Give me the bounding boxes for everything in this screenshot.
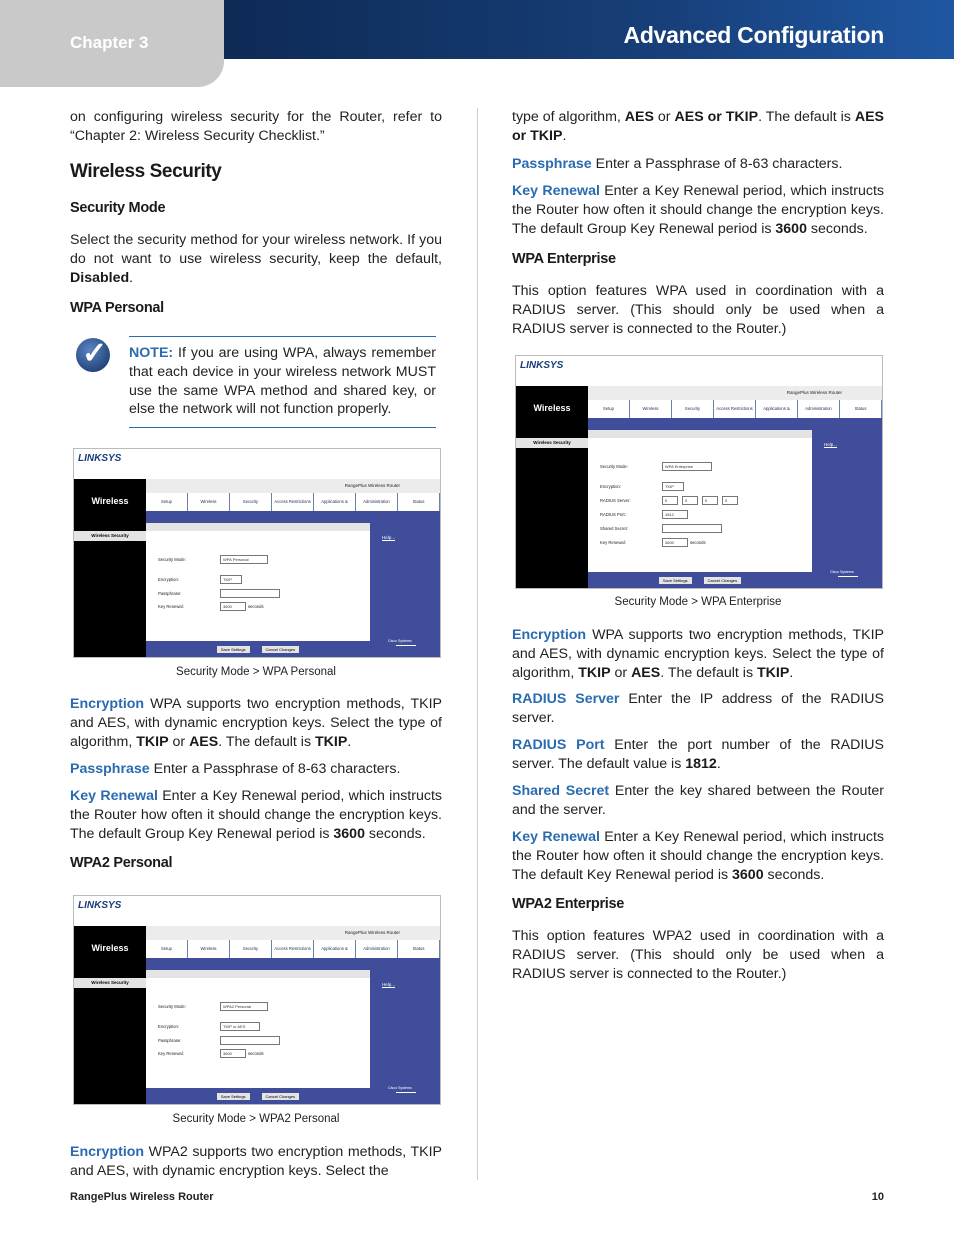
- key-renewal-paragraph-3: Key Renewal Enter a Key Renewal period, which instructs the Router how often it should change the encryption keys. The default Key Renewal period is 3600 seconds.: [512, 829, 884, 883]
- shot-tabs: Setup Wireless Security Access Restrictions Applications & Administration Status: [146, 493, 440, 511]
- linksys-logo: LINKSYS: [78, 900, 122, 911]
- key-renewal-paragraph-1: Key Renewal Enter a Key Renewal period, which instructs the Router how often it should change the encryption keys. The default Group Key Renewal period is 3600 seconds.: [70, 788, 442, 842]
- heading-security-mode: Security Mode: [70, 200, 166, 216]
- footer-product: RangePlus Wireless Router: [70, 1191, 214, 1203]
- page-title: Advanced Configuration: [623, 22, 884, 48]
- caption-wpa-enterprise: Security Mode > WPA Enterprise: [614, 596, 782, 608]
- encryption-paragraph-3: Encryption WPA supports two encryption methods, TKIP and AES, with dynamic encryption keys. Select the type of algorithm, TKIP or AES. The default is TKIP.: [512, 627, 884, 681]
- heading-wpa-enterprise: WPA Enterprise: [512, 251, 616, 267]
- screenshot-wpa-personal: LINKSYS Wireless RangePlus Wireless Router Setup Wireless Security Access Restrictions Applications & Administration Status Wireless Security Help... Cisco Systems Security Mode: WPA Personal Encryption: TKIP Passphrase: Key Renewal: 3600 seconds Save Settings Cancel Changes: [73, 448, 441, 658]
- wpa2-enterprise-paragraph: This option features WPA2 used in coordination with a RADIUS server. (This should only be used when a RADIUS server is connected to the Router.): [512, 928, 884, 982]
- note-box: [129, 336, 436, 428]
- shot-section-title: Wireless: [74, 479, 146, 523]
- shot-product: RangePlus Wireless Router: [146, 479, 440, 493]
- intro-paragraph: on configuring wireless security for the Router, refer to “Chapter 2: Wireless Security Checklist.”: [70, 109, 442, 144]
- heading-wpa-personal: WPA Personal: [70, 300, 164, 316]
- caption-wpa-personal: Security Mode > WPA Personal: [176, 666, 336, 678]
- radius-port-paragraph: RADIUS Port Enter the port number of the RADIUS server. The default value is 1812.: [512, 737, 884, 772]
- encryption-paragraph-2: Encryption WPA2 supports two encryption methods, TKIP and AES, with dynamic encryption keys. Select the: [70, 1144, 442, 1179]
- screenshot-wpa-enterprise: LINKSYS Wireless RangePlus Wireless Router Setup Wireless Security Access Restrictions Applications & Administration Status Wireless Security Help... Cisco Systems Security Mode: WPA Enterprise Encryption: TKIP RADIUS Server: 0 0 0 0 RADIUS Port: 1812 Shared Secret: Key Renewal: 3600 seconds Save Settings Cancel Changes: [515, 355, 883, 589]
- chapter-label: Chapter 3: [70, 33, 149, 52]
- radius-server-paragraph: RADIUS Server Enter the IP address of the RADIUS server.: [512, 691, 884, 726]
- header-bar: [224, 0, 954, 59]
- linksys-logo: LINKSYS: [520, 360, 564, 371]
- chapter-tab: [0, 0, 224, 87]
- note-text: NOTE: If you are using WPA, always remember that each device in your wireless network MUST use the same WPA method and shared key, or else the network will not function properly.: [129, 345, 436, 418]
- shared-secret-paragraph: Shared Secret Enter the key shared between the Router and the server.: [512, 783, 884, 818]
- passphrase-paragraph-2: Passphrase Enter a Passphrase of 8-63 characters.: [512, 156, 843, 172]
- heading-wpa2-personal: WPA2 Personal: [70, 855, 173, 871]
- footer-page-number: 10: [871, 1191, 884, 1203]
- heading-wireless-security: Wireless Security: [70, 161, 222, 182]
- caption-wpa2-personal: Security Mode > WPA2 Personal: [172, 1113, 340, 1125]
- algorithm-paragraph: type of algorithm, AES or AES or TKIP. The default is AES or TKIP.: [512, 109, 884, 144]
- encryption-paragraph-1: Encryption WPA supports two encryption methods, TKIP and AES, with dynamic encryption keys. Select the type of algorithm, TKIP or AES. The default is TKIP.: [70, 696, 442, 750]
- linksys-logo: LINKSYS: [78, 453, 122, 464]
- security-mode-paragraph: Select the security method for your wireless network. If you do not want to use wireless security, keep the default, Disabled.: [70, 232, 442, 286]
- column-divider: [477, 108, 478, 1180]
- checkmark-icon: ✓: [76, 338, 110, 372]
- screenshot-wpa2-personal: LINKSYS Wireless RangePlus Wireless Router Setup Wireless Security Access Restrictions Applications & Administration Status Wireless Security Help... Cisco Systems Security Mode: WPA2 Personal Encryption: TKIP or AES Passphrase: Key Renewal: 3600 seconds Save Settings Cancel Changes: [73, 895, 441, 1105]
- key-renewal-paragraph-2: Key Renewal Enter a Key Renewal period, which instructs the Router how often it should change the encryption keys. The default Group Key Renewal period is 3600 seconds.: [512, 183, 884, 237]
- passphrase-paragraph-1: Passphrase Enter a Passphrase of 8-63 characters.: [70, 761, 401, 777]
- heading-wpa2-enterprise: WPA2 Enterprise: [512, 896, 625, 912]
- wpa-enterprise-paragraph: This option features WPA used in coordination with a RADIUS server. (This should only be used when a RADIUS server is connected to the Router.): [512, 283, 884, 337]
